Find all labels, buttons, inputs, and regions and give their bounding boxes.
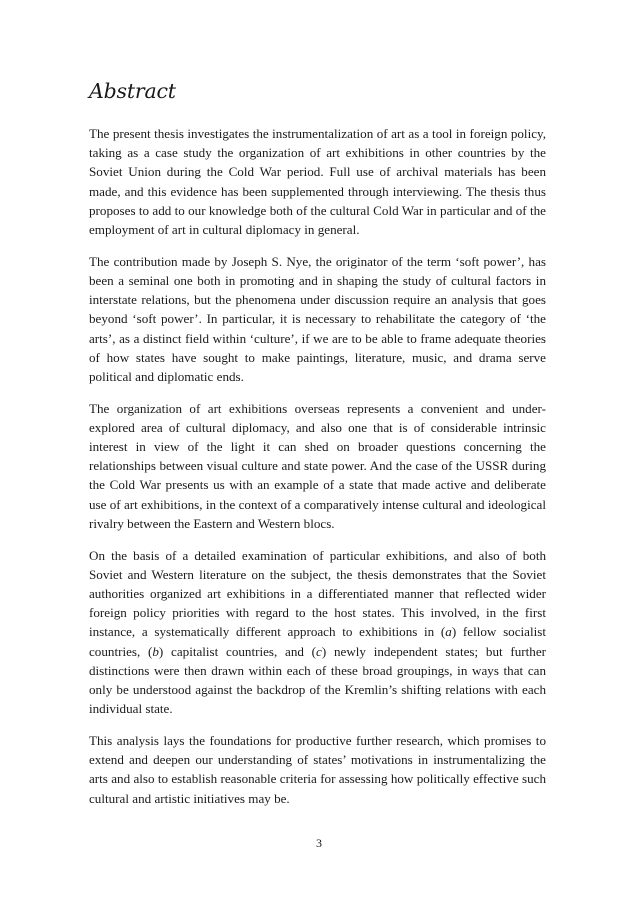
page-number: 3	[316, 836, 322, 850]
abstract-paragraph: The contribution made by Joseph S. Nye, the originator of the term ‘soft power’, has been a seminal one both in promoting and in shaping the study of cultural factors in interstate relations, but the phenomena under discussion require an analysis that goes beyond ‘soft power’. In particular, it is necessary to rehabilitate the category of ‘the arts’, as a distinct field within ‘culture’, if we are to be able to frame adequate theories of how states have sought to make paintings, literature, music, and drama serve political and diplomatic ends.	[89, 253, 546, 384]
abstract-paragraph: The present thesis investigates the instrumentalization of art as a tool in foreign policy, taking as a case study the organization of art exhibitions in other countries by the Soviet Union during the Cold War period. Full use of archival materials has been made, and this evidence has been supplemented through interviewing. The thesis thus proposes to add to our knowledge both of the cultural Cold War in particular and of the employment of art in cultural diplomacy in general.	[89, 126, 546, 238]
italic-label: c	[316, 643, 322, 659]
abstract-paragraph: On the basis of a detailed examination of particular exhibitions, and also of both Soviet and Western literature on the subject, the thesis demonstrates that the Soviet authorities organized art exhibitions in a differentiated manner that reflected wider foreign policy priorities with regard to the host states. This involved, in the first instance, a systematically different approach to exhibitions in (a) fellow socialist countries, (b) capitalist countries, and (c) newly independent states; but further distinctions were then drawn within each of these broad groupings, in ways that can only be understood against the backdrop of the Kremlin’s shifting relations with each individual state.	[89, 547, 546, 717]
italic-label: b	[152, 643, 159, 659]
abstract-paragraph: The organization of art exhibitions overseas represents a convenient and under-explored area of cultural diplomacy, and also one that is of considerable intrinsic interest in view of the light it can shed on broader questions concerning the relationships between visual culture and state power. And the case of the USSR during the Cold War presents us with an example of a state that made active and deliberate use of art exhibitions, in the context of a comparatively intense cultural and ideological rivalry between the Eastern and Western blocs.	[89, 400, 546, 531]
italic-label: a	[445, 624, 452, 640]
abstract-heading: Abstract	[89, 79, 176, 103]
abstract-paragraph: This analysis lays the foundations for productive further research, which promises to extend and deepen our understanding of states’ motivations in instrumentalizing the arts and also to establish reasonable criteria for assessing how politically effective such cultural and artistic initiatives may be.	[89, 732, 546, 806]
abstract-body	[89, 124, 546, 820]
